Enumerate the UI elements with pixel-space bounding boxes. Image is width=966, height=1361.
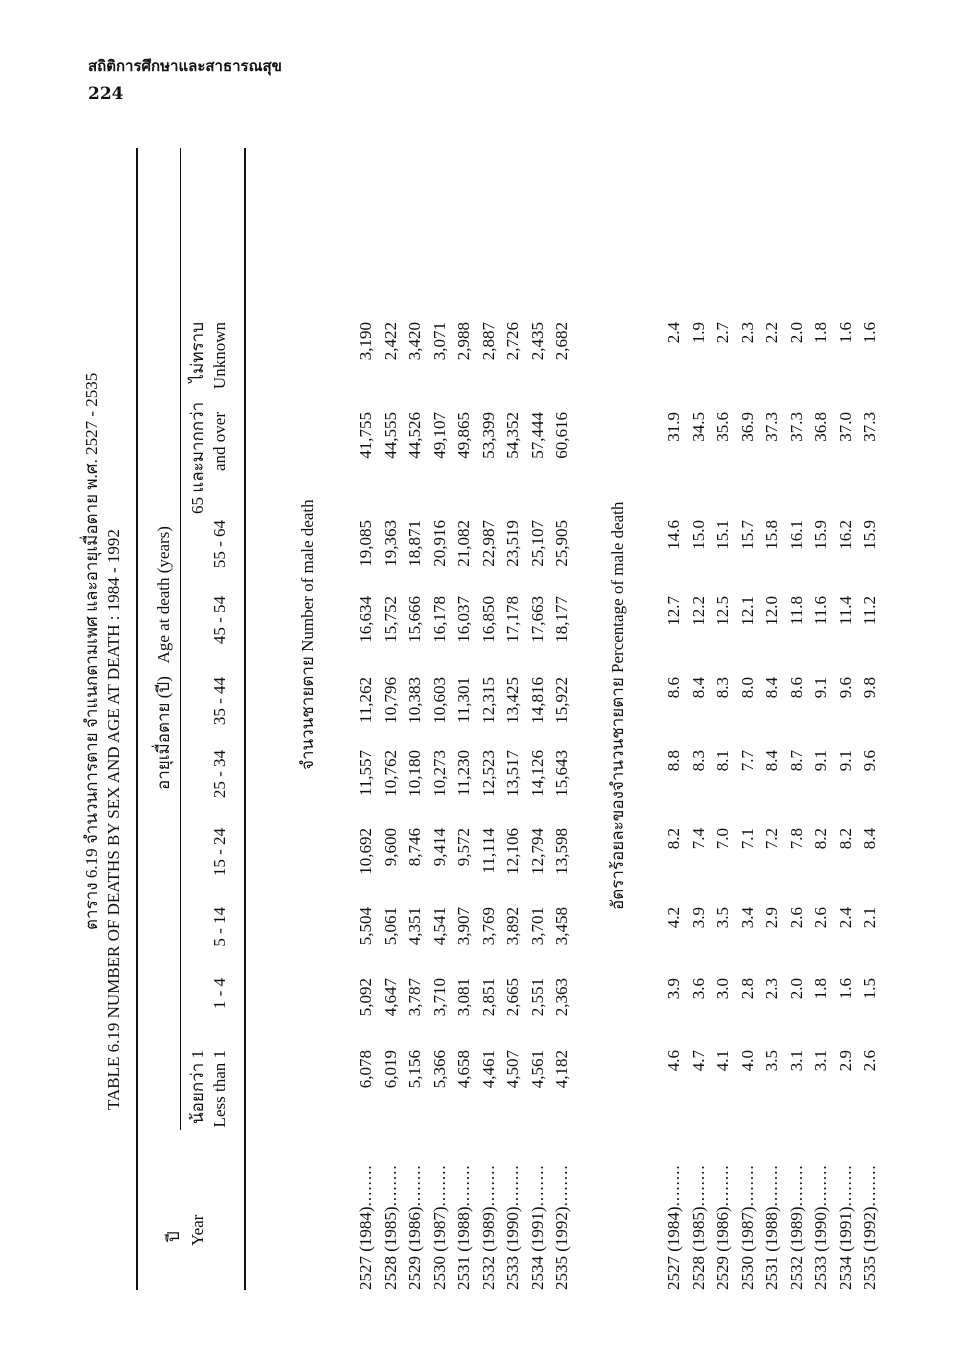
table-cell: 2.0 — [786, 978, 806, 1000]
table-cell: 2.6 — [860, 1050, 879, 1072]
age-group-header-thai: อายุเมื่อตาย (ปี) — [154, 676, 173, 790]
table-cell: 11.8 — [786, 596, 806, 626]
table-cell: 53,399 — [478, 412, 498, 459]
row-year-label — [762, 1164, 782, 1290]
table-cell: 9.6 — [835, 677, 855, 699]
age-group-header — [154, 526, 174, 790]
leader-dots: ........ — [860, 1164, 879, 1207]
table-cell: 8.7 — [786, 750, 806, 772]
table-cell: 7.7 — [737, 750, 757, 772]
row-year-label — [713, 1164, 733, 1290]
table-cell: 7.8 — [786, 828, 806, 850]
table-cell: 2.6 — [786, 907, 806, 929]
table-cell: 2.2 — [762, 322, 781, 344]
table-cell: 8.0 — [737, 677, 757, 699]
column-header-thai: ไม่ทราบ — [188, 322, 207, 383]
table-cell: 2.4 — [664, 322, 683, 344]
leader-dots: ........ — [380, 1164, 400, 1207]
table-cell: 2.0 — [786, 322, 806, 344]
table-cell: 57,444 — [527, 412, 547, 459]
table-cell: 2,726 — [503, 322, 522, 361]
table-cell: 15.7 — [737, 520, 757, 550]
row-year: 2534 (1991) — [835, 1206, 855, 1290]
table-cell: 3.9 — [664, 978, 683, 1000]
row-year: 2530 (1987) — [737, 1206, 757, 1290]
table-cell: 1.6 — [860, 322, 879, 344]
table-cell: 3,769 — [478, 907, 498, 946]
table-cell: 2.8 — [737, 978, 757, 1000]
table-cell: 31.9 — [664, 412, 683, 442]
table-cell: 12.1 — [737, 596, 757, 626]
table-cell: 8.4 — [762, 677, 781, 699]
table-cell: 4.1 — [713, 1050, 732, 1072]
leader-dots: ........ — [356, 1164, 375, 1207]
table-cell: 3,071 — [429, 322, 449, 361]
table-cell: 44,526 — [405, 412, 424, 459]
running-head: สถิติการศึกษาและสาธารณสุข — [88, 57, 282, 75]
section-label-percentage: อัตราร้อยละของจำนวนชายตาย Percentage of male death — [608, 501, 627, 910]
table-cell: 9,572 — [454, 828, 473, 867]
section-label-number: จำนวนชายตาย Number of male death — [298, 499, 317, 770]
table-cell: 4,647 — [380, 978, 400, 1017]
column-header: Unknown — [210, 322, 229, 390]
row-year: 2528 (1985) — [688, 1206, 708, 1290]
table-cell: 2,665 — [503, 978, 522, 1017]
table-cell: 10,692 — [356, 828, 375, 875]
table-cell: 14,816 — [527, 677, 547, 724]
table-cell: 4.0 — [737, 1050, 757, 1072]
table-cell: 12.2 — [688, 596, 708, 626]
table-cell: 7.2 — [762, 828, 781, 850]
column-header: 1 - 4 — [210, 978, 229, 1010]
table-cell: 12.5 — [713, 596, 732, 626]
table-cell: 37.3 — [762, 412, 781, 442]
leader-dots: ........ — [786, 1164, 806, 1207]
table-cell: 23,519 — [503, 520, 522, 567]
table-cell: 18,177 — [552, 596, 571, 643]
table-cell: 6,078 — [356, 1050, 375, 1089]
table-cell: 1.8 — [811, 978, 830, 1000]
table-cell: 10,603 — [429, 677, 449, 724]
table-cell: 9.1 — [835, 750, 855, 772]
row-year: 2529 (1986) — [713, 1206, 732, 1290]
table-cell: 3.5 — [762, 1050, 781, 1072]
table-cell: 4,182 — [552, 1050, 571, 1089]
table-cell: 11,557 — [356, 750, 375, 797]
column-header-thai: 65 และมากกว่า — [188, 401, 207, 514]
table-cell: 9.1 — [811, 750, 830, 772]
row-year: 2533 (1990) — [811, 1206, 830, 1290]
table-cell: 5,366 — [429, 1050, 449, 1089]
table-cell: 2.9 — [835, 1050, 855, 1072]
table-cell: 3.0 — [713, 978, 732, 1000]
table-cell: 10,273 — [429, 750, 449, 797]
table-cell: 37.3 — [860, 412, 879, 442]
table-cell: 8.8 — [664, 750, 683, 772]
table-cell: 3.6 — [688, 978, 708, 1000]
row-year: 2532 (1989) — [786, 1206, 806, 1290]
table-cell: 18,871 — [405, 520, 424, 567]
row-year-label — [527, 1164, 548, 1290]
leader-dots: ........ — [527, 1164, 547, 1207]
leader-dots: ........ — [405, 1164, 424, 1207]
table-cell: 11,230 — [454, 750, 473, 797]
table-cell: 15.9 — [811, 520, 830, 550]
table-cell: 8.6 — [664, 677, 683, 699]
leader-dots: ........ — [503, 1164, 522, 1207]
table-cell: 17,663 — [527, 596, 547, 643]
table-cell: 12.0 — [762, 596, 781, 626]
row-year-label — [454, 1164, 474, 1290]
row-year-label — [835, 1164, 856, 1290]
row-year-label — [786, 1164, 807, 1290]
table-cell: 15,752 — [380, 596, 400, 643]
table-cell: 2,682 — [552, 322, 571, 361]
table-cell: 3.4 — [737, 907, 757, 929]
table-cell: 16.1 — [786, 520, 806, 550]
table-cell: 8.2 — [811, 828, 830, 850]
leader-dots: ........ — [688, 1164, 708, 1207]
table-cell: 19,085 — [356, 520, 375, 567]
table-cell: 7.1 — [737, 828, 757, 850]
leader-dots: ........ — [478, 1164, 498, 1207]
table-cell: 1.6 — [835, 978, 855, 1000]
table-cell: 41,755 — [356, 412, 375, 459]
row-year-label — [811, 1164, 831, 1290]
table-cell: 19,363 — [380, 520, 400, 567]
table-cell: 8.4 — [688, 677, 708, 699]
column-header: 15 - 24 — [210, 828, 229, 877]
table-cell: 15.8 — [762, 520, 781, 550]
table-cell: 3,081 — [454, 978, 473, 1017]
table-cell: 12,523 — [478, 750, 498, 797]
table-cell: 12,106 — [503, 828, 522, 875]
table-cell: 8.1 — [713, 750, 732, 772]
row-year: 2531 (1988) — [454, 1206, 473, 1290]
leader-dots: ........ — [835, 1164, 855, 1207]
table-cell: 37.3 — [786, 412, 806, 442]
leader-dots: ........ — [713, 1164, 732, 1207]
row-year-label — [688, 1164, 709, 1290]
table-cell: 2,422 — [380, 322, 400, 361]
table-cell: 20,916 — [429, 520, 449, 567]
table-cell: 9,600 — [380, 828, 400, 867]
leader-dots: ........ — [664, 1164, 683, 1207]
table-cell: 2,551 — [527, 978, 547, 1017]
table-cell: 2,851 — [478, 978, 498, 1017]
table-title-thai: ตาราง 6.19 จำนวนการตาย จำแนกตามเพศ และอายุเมื่อตาย พ.ศ. 2527 - 2535 — [82, 372, 101, 930]
table-cell: 49,107 — [429, 412, 449, 459]
row-year: 2530 (1987) — [429, 1206, 449, 1290]
table-cell: 1.8 — [811, 322, 830, 344]
table-cell: 15.1 — [713, 520, 732, 550]
column-header: Less than 1 — [210, 1050, 229, 1128]
row-year: 2529 (1986) — [405, 1206, 424, 1290]
table-cell: 4.7 — [688, 1050, 708, 1072]
row-year: 2527 (1984) — [356, 1206, 375, 1290]
row-year: 2527 (1984) — [664, 1206, 683, 1290]
row-year: 2532 (1989) — [478, 1206, 498, 1290]
table-cell: 3,710 — [429, 978, 449, 1017]
table-cell: 9,414 — [429, 828, 449, 867]
table-cell: 4.6 — [664, 1050, 683, 1072]
column-header: 35 - 44 — [210, 677, 229, 726]
table-cell: 11,114 — [478, 828, 498, 874]
table-cell: 10,762 — [380, 750, 400, 797]
row-year-label — [405, 1164, 425, 1290]
table-cell: 4.2 — [664, 907, 683, 929]
table-cell: 11.6 — [811, 596, 830, 626]
leader-dots: ........ — [762, 1164, 781, 1207]
table-cell: 9.1 — [811, 677, 830, 699]
table-title-english: TABLE 6.19 NUMBER OF DEATHS BY SEX AND AGE AT DEATH : 1984 - 1992 — [104, 529, 123, 1110]
table-cell: 25,107 — [527, 520, 547, 567]
table-cell: 3.1 — [786, 1050, 806, 1072]
table-cell: 16,037 — [454, 596, 473, 643]
table-cell: 16,634 — [356, 596, 375, 643]
table-cell: 6,019 — [380, 1050, 400, 1089]
row-year: 2535 (1992) — [860, 1206, 879, 1290]
table-cell: 8.4 — [860, 828, 879, 850]
table-cell: 8.2 — [664, 828, 683, 850]
table-cell: 5,504 — [356, 907, 375, 946]
table-cell: 3.5 — [713, 907, 732, 929]
row-year: 2535 (1992) — [552, 1206, 571, 1290]
rotated-table — [70, 90, 900, 1290]
table-cell: 8.6 — [786, 677, 806, 699]
top-rule — [136, 148, 138, 1290]
table-cell: 7.4 — [688, 828, 708, 850]
table-cell: 9.8 — [860, 677, 879, 699]
table-cell: 11.4 — [835, 596, 855, 626]
row-year: 2533 (1990) — [503, 1206, 522, 1290]
table-cell: 15,666 — [405, 596, 424, 643]
row-year-label — [503, 1164, 523, 1290]
table-cell: 3.1 — [811, 1050, 830, 1072]
row-year-label — [356, 1164, 376, 1290]
table-cell: 11,301 — [454, 677, 473, 724]
column-header: 55 - 64 — [210, 520, 229, 569]
table-cell: 34.5 — [688, 412, 708, 442]
table-cell: 35.6 — [713, 412, 732, 442]
page-number: 224 — [88, 84, 124, 104]
table-cell: 10,180 — [405, 750, 424, 797]
table-cell: 15.0 — [688, 520, 708, 550]
table-cell: 4,351 — [405, 907, 424, 946]
table-cell: 60,616 — [552, 412, 571, 459]
table-cell: 12.7 — [664, 596, 683, 626]
table-cell: 2,887 — [478, 322, 498, 361]
table-cell: 4,658 — [454, 1050, 473, 1089]
table-cell: 12,794 — [527, 828, 547, 875]
row-year: 2531 (1988) — [762, 1206, 781, 1290]
table-cell: 13,517 — [503, 750, 522, 797]
leader-dots: ........ — [552, 1164, 571, 1207]
table-cell: 37.0 — [835, 412, 855, 442]
table-cell: 3,190 — [356, 322, 375, 361]
table-cell: 3,420 — [405, 322, 424, 361]
table-cell: 15.9 — [860, 520, 879, 550]
table-cell: 1.6 — [835, 322, 855, 344]
table-cell: 12,315 — [478, 677, 498, 724]
table-cell: 49,865 — [454, 412, 473, 459]
table-cell: 13,425 — [503, 677, 522, 724]
table-cell: 14,126 — [527, 750, 547, 797]
table-cell: 16,178 — [429, 596, 449, 643]
table-cell: 11,262 — [356, 677, 375, 724]
header-bottom-rule — [244, 148, 246, 1290]
table-cell: 8.3 — [688, 750, 708, 772]
table-cell: 8.2 — [835, 828, 855, 850]
table-cell: 54,352 — [503, 412, 522, 459]
table-cell: 1.9 — [688, 322, 708, 344]
row-year-label — [380, 1164, 401, 1290]
table-cell: 2.3 — [737, 322, 757, 344]
table-cell: 7.0 — [713, 828, 732, 850]
table-cell: 25,905 — [552, 520, 571, 567]
table-cell: 4,461 — [478, 1050, 498, 1089]
table-cell: 2.1 — [860, 907, 879, 929]
year-header-english: Year — [188, 1214, 207, 1246]
row-year-label — [429, 1164, 450, 1290]
table-cell: 36.9 — [737, 412, 757, 442]
table-cell: 13,598 — [552, 828, 571, 875]
table-cell: 8.3 — [713, 677, 732, 699]
table-cell: 3,701 — [527, 907, 547, 946]
table-cell: 21,082 — [454, 520, 473, 567]
table-cell: 1.5 — [860, 978, 879, 1000]
table-cell: 2.4 — [835, 907, 855, 929]
table-cell: 8.4 — [762, 750, 781, 772]
column-header: 5 - 14 — [210, 907, 229, 947]
column-header: 25 - 34 — [210, 750, 229, 799]
row-year-label — [478, 1164, 499, 1290]
row-year-label — [552, 1164, 572, 1290]
table-cell: 3,892 — [503, 907, 522, 946]
table-cell: 8,746 — [405, 828, 424, 867]
year-header-thai: ปี — [164, 1231, 183, 1242]
table-cell: 4,541 — [429, 907, 449, 946]
table-cell: 16.2 — [835, 520, 855, 550]
table-cell: 5,156 — [405, 1050, 424, 1089]
table-cell: 11.2 — [860, 596, 879, 626]
table-cell: 4,561 — [527, 1050, 547, 1089]
table-cell: 3,458 — [552, 907, 571, 946]
leader-dots: ........ — [454, 1164, 473, 1207]
row-year: 2528 (1985) — [380, 1206, 400, 1290]
table-cell: 10,383 — [405, 677, 424, 724]
row-year-label — [737, 1164, 758, 1290]
table-cell: 5,061 — [380, 907, 400, 946]
column-header: 45 - 54 — [210, 596, 229, 645]
leader-dots: ........ — [811, 1164, 830, 1207]
column-header: and over — [210, 412, 229, 472]
table-cell: 17,178 — [503, 596, 522, 643]
table-cell: 2,435 — [527, 322, 547, 361]
table-cell: 4,507 — [503, 1050, 522, 1089]
column-header-thai: น้อยกว่า 1 — [188, 1050, 207, 1124]
leader-dots: ........ — [429, 1164, 449, 1207]
row-year-label — [664, 1164, 684, 1290]
table-cell: 2.6 — [811, 907, 830, 929]
table-cell: 15,643 — [552, 750, 571, 797]
row-year-label — [860, 1164, 880, 1290]
table-cell: 44,555 — [380, 412, 400, 459]
table-cell: 3,907 — [454, 907, 473, 946]
table-cell: 2.9 — [762, 907, 781, 929]
table-cell: 22,987 — [478, 520, 498, 567]
table-cell: 2,988 — [454, 322, 473, 361]
table-cell: 5,092 — [356, 978, 375, 1017]
table-cell: 14.6 — [664, 520, 683, 550]
table-cell: 9.6 — [860, 750, 879, 772]
row-year: 2534 (1991) — [527, 1206, 547, 1290]
table-cell: 16,850 — [478, 596, 498, 643]
age-group-rule — [180, 148, 181, 1130]
leader-dots: ........ — [737, 1164, 757, 1207]
table-cell: 3,787 — [405, 978, 424, 1017]
table-cell: 3.9 — [688, 907, 708, 929]
table-cell: 36.8 — [811, 412, 830, 442]
table-cell: 2,363 — [552, 978, 571, 1017]
table-cell: 2.7 — [713, 322, 732, 344]
age-group-header-english: Age at death (years) — [154, 526, 173, 664]
table-cell: 15,922 — [552, 677, 571, 724]
table-cell: 10,796 — [380, 677, 400, 724]
table-cell: 2.3 — [762, 978, 781, 1000]
